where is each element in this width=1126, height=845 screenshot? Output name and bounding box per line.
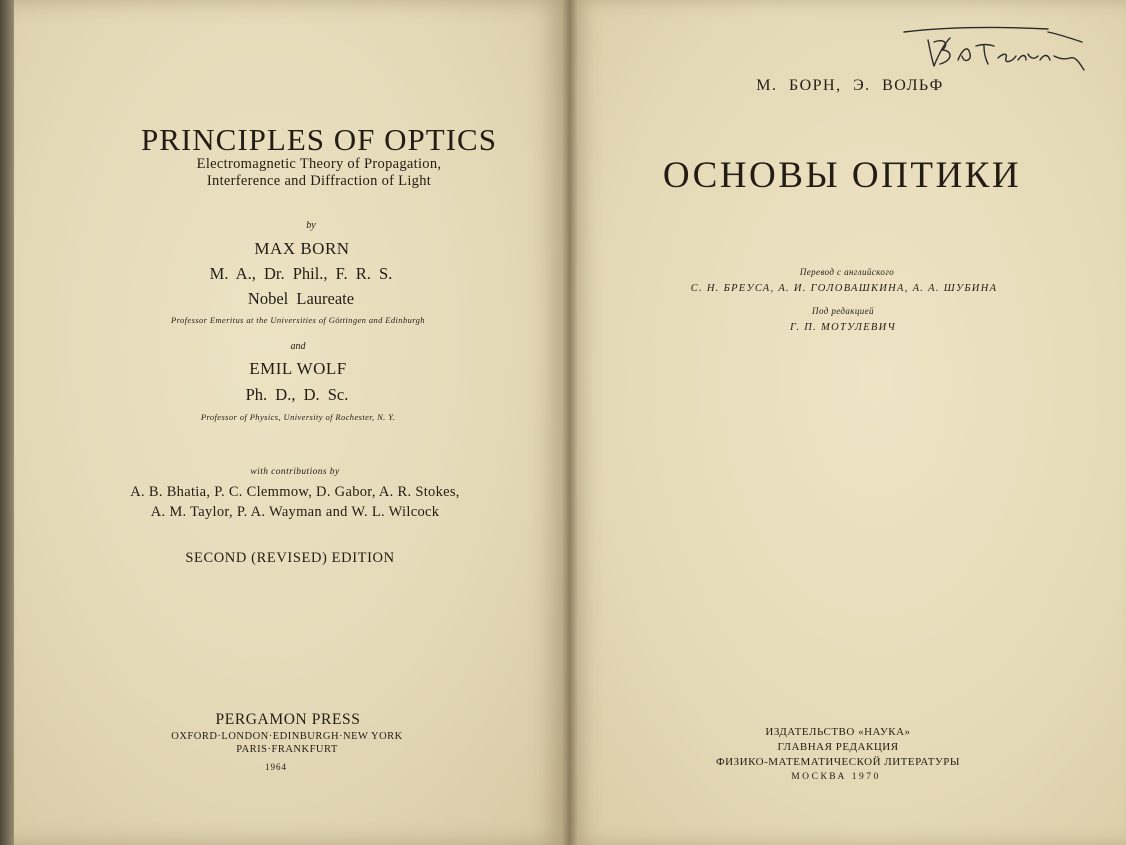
author1-name: MAX BORN xyxy=(254,239,350,258)
publisher-line-1: ИЗДАТЕЛЬСТВО «НАУКА» xyxy=(765,726,911,738)
author1-honor: Nobel Laureate xyxy=(247,289,355,308)
author2-affiliation: Professor of Physics, University of Rochester, N. Y. xyxy=(200,412,396,422)
contributors-line-2: A. M. Taylor, P. A. Wayman and W. L. Wilcock xyxy=(150,504,440,520)
subtitle-line-2: Interference and Diffraction of Light xyxy=(206,173,432,189)
contributors-line-1: A. B. Bhatia, P. C. Clemmow, D. Gabor, A. R. Stokes, xyxy=(130,484,460,500)
author1-affiliation: Professor Emeritus at the Universities of Göttingen and Edinburgh xyxy=(171,315,425,325)
contributors-list xyxy=(130,482,459,522)
book-subtitle xyxy=(197,156,442,190)
contributions-intro: with contributions by xyxy=(250,467,340,477)
publisher-cities xyxy=(171,730,403,756)
publisher-line-2: ГЛАВНАЯ РЕДАКЦИЯ xyxy=(777,741,899,753)
translated-from-label: Перевод с английского xyxy=(799,267,895,277)
publication-year: 1964 xyxy=(265,762,287,772)
author1-degrees: M. A., Dr. Phil., F. R. S. xyxy=(209,264,393,283)
translators-list: С. Н. БРЕУСА, А. И. ГОЛОВАШКИНА, А. А. ШУБИНА xyxy=(690,283,998,294)
subtitle-line-1: Electromagnetic Theory of Propagation, xyxy=(196,156,442,172)
russian-authors: М. БОРН, Э. ВОЛЬФ xyxy=(756,77,944,94)
cities-line-2: PARIS·FRANKFURT xyxy=(236,744,338,755)
cities-line-1: OXFORD·LONDON·EDINBURGH·NEW YORK xyxy=(171,731,403,742)
book-title: PRINCIPLES OF OPTICS xyxy=(141,122,497,157)
publisher-name: PERGAMON PRESS xyxy=(215,711,361,728)
russian-publisher xyxy=(716,725,960,770)
editor-name: Г. П. МОТУЛЕВИЧ xyxy=(789,322,897,333)
russian-title: ОСНОВЫ ОПТИКИ xyxy=(662,155,1022,196)
author2-degrees: Ph. D., D. Sc. xyxy=(245,385,349,404)
edited-by-label: Под редакцией xyxy=(812,306,874,316)
and-label: and xyxy=(290,341,306,352)
book-gutter xyxy=(562,0,578,845)
publisher-line-3: ФИЗИКО-МАТЕМАТИЧЕСКОЙ ЛИТЕРАТУРЫ xyxy=(715,756,961,768)
by-label: by xyxy=(306,220,316,231)
handwritten-signature xyxy=(898,20,1088,82)
english-title-page xyxy=(14,0,570,845)
edition-statement: SECOND (REVISED) EDITION xyxy=(185,550,395,566)
city-year: МОСКВА 1970 xyxy=(791,772,881,782)
russian-title-page xyxy=(570,0,1126,845)
author2-name: EMIL WOLF xyxy=(249,359,347,378)
